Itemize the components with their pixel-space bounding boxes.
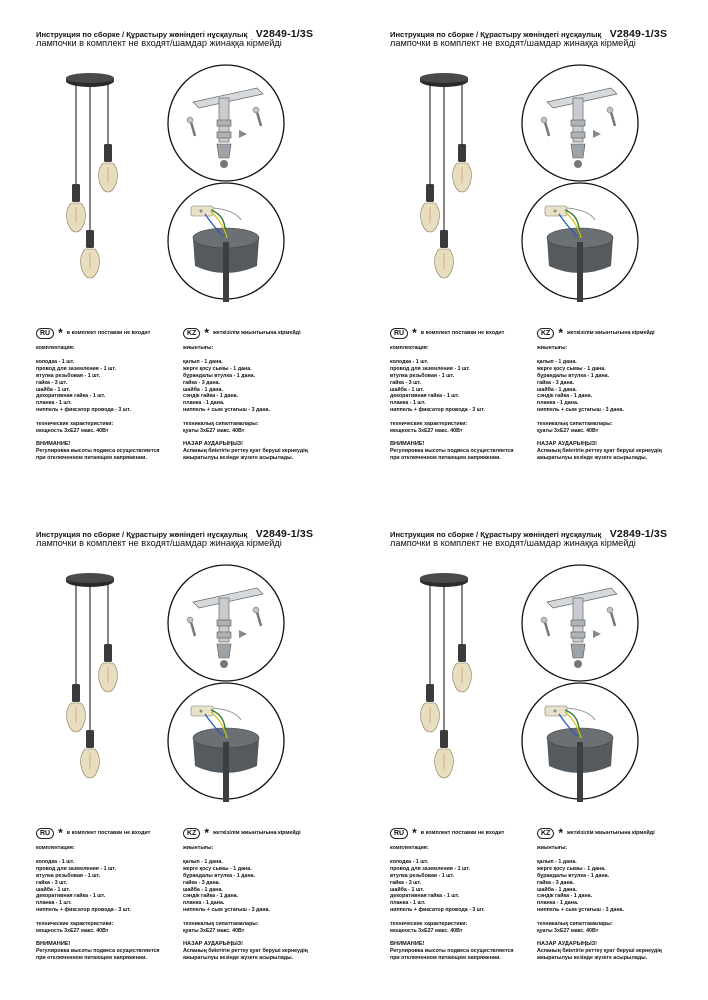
bulbs-not-included-note: лампочки в комплект не входят/шамдар жинаққа кірмейді <box>390 538 636 548</box>
warning-text <box>36 448 186 462</box>
list-item: гайка - 3 шт. <box>36 379 68 386</box>
warning-header: ВНИМАНИЕ! <box>36 440 71 447</box>
list-item: жерге қосу сымы - 1 дана. <box>537 365 606 372</box>
list-item: ниппель + фиксатор провода - 3 шт. <box>36 907 131 914</box>
mounting-bracket-detail <box>519 562 641 684</box>
list-item: Аспаның биіктігін реттеу қуат беруші кернеудің <box>537 447 662 454</box>
kz-column <box>537 327 687 462</box>
warning-text <box>390 448 540 462</box>
list-item: планка - 1 шт. <box>390 400 426 407</box>
warning-text <box>36 948 186 962</box>
tech-value: қуаты 3хЕ27 макс. 40Вт <box>537 428 599 435</box>
list-item: гайка - 3 шт. <box>36 879 68 886</box>
mounting-bracket-detail <box>519 62 641 184</box>
list-item: планка - 1 дана. <box>537 400 579 407</box>
tech-header: технические характеристики: <box>390 421 468 428</box>
kit-list <box>537 859 687 914</box>
ru-column <box>36 327 186 462</box>
warning-text <box>537 448 687 462</box>
instruction-sheet <box>0 0 354 500</box>
list-item: планка - 1 дана. <box>183 900 225 907</box>
warning-header: НАЗАР АУДАРЫҢЫЗ! <box>183 940 244 947</box>
list-item: ниппель + сым ұстағыш - 3 дана. <box>537 907 624 914</box>
list-item: Регулировка высоты подвеса осуществляется <box>36 947 160 954</box>
list-item: сәндік гайка - 1 дана. <box>537 393 593 400</box>
not-included-note: жеткізілім жиынтығына кірмейді <box>213 829 301 836</box>
list-item: при отключенном питающем напряжении. <box>390 954 501 961</box>
asterisk-icon: * <box>204 826 210 840</box>
list-item: ниппель + сым ұстағыш - 3 дана. <box>537 407 624 414</box>
list-item: шайба - 1 шт. <box>390 886 424 893</box>
model-code: V2849-1/3S <box>609 28 668 40</box>
canopy-wiring-detail <box>519 680 641 802</box>
list-item: Аспаның биіктігін реттеу қуат беруші кернеудің <box>537 947 662 954</box>
list-item: втулка резьбовая - 1 шт. <box>390 372 455 379</box>
model-code: V2849-1/3S <box>255 28 314 40</box>
list-item: колодка - 1 шт. <box>36 358 75 365</box>
tech-value: мощность 3хЕ27 макс. 40Вт <box>390 928 463 935</box>
list-item: декоративная гайка - 1 шт. <box>36 893 106 900</box>
not-included-note: жеткізілім жиынтығына кірмейді <box>567 329 655 336</box>
list-item: жерге қосу сымы - 1 дана. <box>537 865 606 872</box>
list-item: шайба - 1 дана. <box>537 886 577 893</box>
tech-value: мощность 3хЕ27 макс. 40Вт <box>36 928 109 935</box>
tech-header: технические характеристики: <box>36 921 114 928</box>
list-item: қалып - 1 дана. <box>183 358 223 365</box>
kz-language-badge: KZ <box>183 328 200 339</box>
list-item: Аспаның биіктігін реттеу қуат беруші кернеудің <box>183 447 308 454</box>
list-item: колодка - 1 шт. <box>36 858 75 865</box>
list-item: планка - 1 дана. <box>537 900 579 907</box>
kit-header: жиынтығы: <box>537 845 568 851</box>
tech-header: техникалық сипаттамалары: <box>183 921 259 928</box>
warning-header: ВНИМАНИЕ! <box>36 940 71 947</box>
instruction-sheet <box>0 500 354 1000</box>
warning-header: НАЗАР АУДАРЫҢЫЗ! <box>537 940 598 947</box>
list-item: ажыратылуы кезінде жүзеге асырылады. <box>183 954 294 961</box>
kit-list <box>183 359 333 414</box>
instruction-sheet <box>354 500 708 1000</box>
list-item: декоративная гайка - 1 шт. <box>390 893 460 900</box>
kit-list <box>390 859 540 914</box>
canopy-wiring-detail <box>519 180 641 302</box>
ru-column <box>390 827 540 962</box>
kit-list <box>36 359 186 414</box>
list-item: ниппель + сым ұстағыш - 3 дана. <box>183 407 270 414</box>
list-item: шайба - 1 дана. <box>183 886 223 893</box>
pendant-lamp-illustration <box>50 60 130 290</box>
list-item: гайка - 3 дана. <box>183 879 221 886</box>
list-item: втулка резьбовая - 1 шт. <box>390 872 455 879</box>
model-code: V2849-1/3S <box>609 528 668 540</box>
kz-column <box>183 327 333 462</box>
list-item: гайка - 3 шт. <box>390 379 422 386</box>
kz-language-badge: KZ <box>537 828 554 839</box>
bulbs-not-included-note: лампочки в комплект не входят/шамдар жинаққа кірмейді <box>36 538 282 548</box>
list-item: декоративная гайка - 1 шт. <box>390 393 460 400</box>
tech-header: техникалық сипаттамалары: <box>537 421 613 428</box>
warning-text <box>183 948 333 962</box>
title-text: Инструкция по сборке / Құрастыру жөніндегі нұсқаулық <box>36 530 248 539</box>
mounting-bracket-detail <box>165 62 287 184</box>
not-included-note: в комплект поставки не входит <box>420 329 505 336</box>
list-item: жерге қосу сымы - 1 дана. <box>183 865 252 872</box>
list-item: Регулировка высоты подвеса осуществляется <box>390 947 514 954</box>
list-item: бұрандалы втулка - 1 дана. <box>537 872 610 879</box>
warning-header: ВНИМАНИЕ! <box>390 940 425 947</box>
kit-list <box>537 359 687 414</box>
pendant-lamp-illustration <box>404 560 484 790</box>
list-item: сәндік гайка - 1 дана. <box>183 393 239 400</box>
not-included-note: в комплект поставки не входит <box>66 829 151 836</box>
kit-list <box>390 359 540 414</box>
warning-header: НАЗАР АУДАРЫҢЫЗ! <box>183 440 244 447</box>
tech-header: техникалық сипаттамалары: <box>537 921 613 928</box>
asterisk-icon: * <box>558 826 564 840</box>
warning-header: ВНИМАНИЕ! <box>390 440 425 447</box>
list-item: ажыратылуы кезінде жүзеге асырылады. <box>183 454 294 461</box>
list-item: Регулировка высоты подвеса осуществляется <box>36 447 160 454</box>
kit-header: комплектация: <box>36 845 75 851</box>
list-item: шайба - 1 шт. <box>36 886 70 893</box>
ru-language-badge: RU <box>36 328 54 339</box>
list-item: планка - 1 шт. <box>36 900 72 907</box>
list-item: бұрандалы втулка - 1 дана. <box>183 872 256 879</box>
tech-value: мощность 3хЕ27 макс. 40Вт <box>390 428 463 435</box>
list-item: сәндік гайка - 1 дана. <box>537 893 593 900</box>
ru-language-badge: RU <box>390 828 408 839</box>
asterisk-icon: * <box>204 326 210 340</box>
tech-value: қуаты 3хЕ27 макс. 40Вт <box>537 928 599 935</box>
kz-column <box>183 827 333 962</box>
list-item: Аспаның биіктігін реттеу қуат беруші кернеудің <box>183 947 308 954</box>
not-included-note: в комплект поставки не входит <box>66 329 151 336</box>
list-item: ниппель + фиксатор провода - 3 шт. <box>36 407 131 414</box>
kit-header: комплектация: <box>390 345 429 351</box>
tech-header: технические характеристики: <box>390 921 468 928</box>
model-code: V2849-1/3S <box>255 528 314 540</box>
kit-header: жиынтығы: <box>183 845 214 851</box>
tech-value: қуаты 3хЕ27 макс. 40Вт <box>183 928 245 935</box>
pendant-lamp-illustration <box>404 60 484 290</box>
list-item: ажыратылуы кезінде жүзеге асырылады. <box>537 954 648 961</box>
list-item: при отключенном питающем напряжении. <box>36 454 147 461</box>
list-item: ниппель + фиксатор провода - 3 шт. <box>390 407 485 414</box>
list-item: втулка резьбовая - 1 шт. <box>36 872 101 879</box>
not-included-note: жеткізілім жиынтығына кірмейді <box>213 329 301 336</box>
list-item: провод для заземления - 1 шт. <box>36 365 117 372</box>
instruction-sheet <box>354 0 708 500</box>
list-item: қалып - 1 дана. <box>183 858 223 865</box>
list-item: провод для заземления - 1 шт. <box>390 865 471 872</box>
kit-header: комплектация: <box>390 845 429 851</box>
tech-header: техникалық сипаттамалары: <box>183 421 259 428</box>
list-item: шайба - 1 дана. <box>537 386 577 393</box>
not-included-note: в комплект поставки не входит <box>420 829 505 836</box>
list-item: колодка - 1 шт. <box>390 358 429 365</box>
list-item: гайка - 3 дана. <box>183 379 221 386</box>
list-item: колодка - 1 шт. <box>390 858 429 865</box>
asterisk-icon: * <box>58 826 63 840</box>
list-item: декоративная гайка - 1 шт. <box>36 393 106 400</box>
ru-language-badge: RU <box>390 328 408 339</box>
list-item: планка - 1 шт. <box>390 900 426 907</box>
tech-value: мощность 3хЕ27 макс. 40Вт <box>36 428 109 435</box>
tech-header: технические характеристики: <box>36 421 114 428</box>
warning-text <box>390 948 540 962</box>
list-item: ажыратылуы кезінде жүзеге асырылады. <box>537 454 648 461</box>
list-item: ниппель + сым ұстағыш - 3 дана. <box>183 907 270 914</box>
list-item: шайба - 1 шт. <box>36 386 70 393</box>
list-item: гайка - 3 дана. <box>537 879 575 886</box>
kit-header: комплектация: <box>36 345 75 351</box>
tech-value: қуаты 3хЕ27 макс. 40Вт <box>183 428 245 435</box>
canopy-wiring-detail <box>165 180 287 302</box>
pendant-lamp-illustration <box>50 560 130 790</box>
asterisk-icon: * <box>58 326 63 340</box>
kz-column <box>537 827 687 962</box>
list-item: при отключенном питающем напряжении. <box>390 454 501 461</box>
list-item: жерге қосу сымы - 1 дана. <box>183 365 252 372</box>
list-item: Регулировка высоты подвеса осуществляется <box>390 447 514 454</box>
list-item: втулка резьбовая - 1 шт. <box>36 372 101 379</box>
list-item: бұрандалы втулка - 1 дана. <box>537 372 610 379</box>
kit-list <box>36 859 186 914</box>
list-item: сәндік гайка - 1 дана. <box>183 893 239 900</box>
not-included-note: жеткізілім жиынтығына кірмейді <box>567 829 655 836</box>
list-item: планка - 1 шт. <box>36 400 72 407</box>
list-item: гайка - 3 шт. <box>390 879 422 886</box>
list-item: провод для заземления - 1 шт. <box>36 865 117 872</box>
title-text: Инструкция по сборке / Құрастыру жөніндегі нұсқаулық <box>36 30 248 39</box>
list-item: ниппель + фиксатор провода - 3 шт. <box>390 907 485 914</box>
list-item: шайба - 1 дана. <box>183 386 223 393</box>
kit-header: жиынтығы: <box>183 345 214 351</box>
kit-header: жиынтығы: <box>537 345 568 351</box>
ru-column <box>390 327 540 462</box>
ru-column <box>36 827 186 962</box>
warning-header: НАЗАР АУДАРЫҢЫЗ! <box>537 440 598 447</box>
list-item: қалып - 1 дана. <box>537 858 577 865</box>
bulbs-not-included-note: лампочки в комплект не входят/шамдар жинаққа кірмейді <box>390 38 636 48</box>
asterisk-icon: * <box>412 826 417 840</box>
title-text: Инструкция по сборке / Құрастыру жөніндегі нұсқаулық <box>390 530 602 539</box>
mounting-bracket-detail <box>165 562 287 684</box>
list-item: шайба - 1 шт. <box>390 386 424 393</box>
asterisk-icon: * <box>412 326 417 340</box>
list-item: гайка - 3 дана. <box>537 379 575 386</box>
list-item: қалып - 1 дана. <box>537 358 577 365</box>
list-item: планка - 1 дана. <box>183 400 225 407</box>
bulbs-not-included-note: лампочки в комплект не входят/шамдар жинаққа кірмейді <box>36 38 282 48</box>
title-text: Инструкция по сборке / Құрастыру жөніндегі нұсқаулық <box>390 30 602 39</box>
kz-language-badge: KZ <box>183 828 200 839</box>
kz-language-badge: KZ <box>537 328 554 339</box>
list-item: при отключенном питающем напряжении. <box>36 954 147 961</box>
warning-text <box>183 448 333 462</box>
canopy-wiring-detail <box>165 680 287 802</box>
ru-language-badge: RU <box>36 828 54 839</box>
asterisk-icon: * <box>558 326 564 340</box>
list-item: бұрандалы втулка - 1 дана. <box>183 372 256 379</box>
warning-text <box>537 948 687 962</box>
list-item: провод для заземления - 1 шт. <box>390 365 471 372</box>
kit-list <box>183 859 333 914</box>
